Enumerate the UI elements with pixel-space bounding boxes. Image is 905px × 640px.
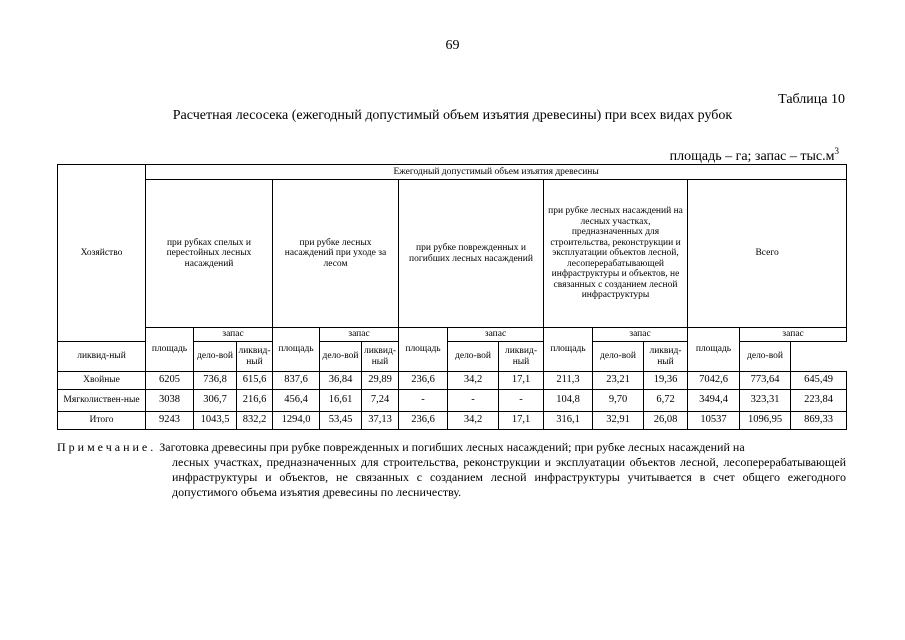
note-text-rest: лесных участках, предназначенных для строительства, реконструкции и эксплуатации объектов лесной, лесоперерабатывающей инфраструктуры и объектов, не связанных с созданием лесной инфраструктуры учитывается в счет общего ежегодного допустимого объема изъятия древесины по лесничеству. (172, 455, 846, 499)
table-cell: 1043,5 (194, 412, 237, 430)
table-number: Таблица 10 (778, 92, 845, 107)
note-label: Примечание. (57, 440, 157, 454)
table-cell: 17,1 (499, 372, 544, 390)
table-cell: 104,8 (544, 390, 593, 412)
row-name: Хвойные (58, 372, 146, 390)
sub-liquid: ликвид-ный (499, 342, 544, 372)
table-cell: 6205 (146, 372, 194, 390)
row-total (58, 412, 847, 430)
table-title: Расчетная лесосека (ежегодный допустимый объем изъятия древесины) при всех видах рубок (172, 108, 733, 123)
table-cell: 1294,0 (273, 412, 320, 430)
table-cell: - (499, 390, 544, 412)
sub-business: дело-вой (194, 342, 237, 372)
page-number: 69 (445, 38, 460, 53)
table-cell: - (399, 390, 448, 412)
table-cell: 23,21 (593, 372, 644, 390)
table-cell: 736,8 (194, 372, 237, 390)
table-cell: 323,31 (740, 390, 791, 412)
group-header-mature: при рубках спелых и перестойных лесных насаждений (146, 180, 273, 328)
table-cell: 306,7 (194, 390, 237, 412)
sub-stock: запас (593, 328, 688, 342)
table-cell: 9243 (146, 412, 194, 430)
table-cell: 9,70 (593, 390, 644, 412)
table-cell: 869,33 (791, 412, 847, 430)
table-cell: 6,72 (644, 390, 688, 412)
table-cell: 10537 (688, 412, 740, 430)
sub-business: дело-вой (593, 342, 644, 372)
allowable-cut-table (57, 164, 847, 430)
group-header-total: Всего (688, 180, 847, 328)
table-cell: 773,64 (740, 372, 791, 390)
table-cell: 211,3 (544, 372, 593, 390)
sub-stock: запас (194, 328, 273, 342)
table-cell: 837,6 (273, 372, 320, 390)
table-cell: 34,2 (448, 412, 499, 430)
group-header: Ежегодный допустимый объем изъятия древесины (146, 165, 847, 180)
group-header-thinning: при рубке лесных насаждений при уходе за лесом (273, 180, 399, 328)
col-farm-header: Хозяйство (58, 165, 146, 342)
table-cell: 32,91 (593, 412, 644, 430)
sub-area: площадь (273, 328, 320, 372)
table-cell: 17,1 (499, 412, 544, 430)
sub-liquid: ликвид-ный (58, 342, 146, 372)
note-text-first: Заготовка древесины при рубке поврежденных и погибших лесных насаждений; при рубке лесных насаждений на (159, 440, 745, 454)
table-cell: 615,6 (237, 372, 273, 390)
note (57, 440, 846, 500)
group-header-damaged: при рубке поврежденных и погибших лесных насаждений (399, 180, 544, 328)
sub-liquid: ликвид-ный (644, 342, 688, 372)
units-label: площадь – га; запас – $тыс.м^3$ (669, 146, 839, 164)
row-softwood (58, 390, 847, 412)
table-cell: - (448, 390, 499, 412)
sub-stock: запас (740, 328, 847, 342)
table-cell: 1096,95 (740, 412, 791, 430)
table-cell: 36,84 (320, 372, 362, 390)
table-cell: 216,6 (237, 390, 273, 412)
sub-area: площадь (399, 328, 448, 372)
sub-business: дело-вой (448, 342, 499, 372)
sub-area: площадь (146, 328, 194, 372)
row-name: Итого (58, 412, 146, 430)
table-cell: 53,45 (320, 412, 362, 430)
table-cell: 223,84 (791, 390, 847, 412)
sub-liquid: ликвид-ный (362, 342, 399, 372)
sub-area: площадь (544, 328, 593, 372)
sub-area: площадь (688, 328, 740, 372)
table-cell: 832,2 (237, 412, 273, 430)
table-cell: 645,49 (791, 372, 847, 390)
table-cell: 316,1 (544, 412, 593, 430)
row-name: Мягколиствен-ные (58, 390, 146, 412)
sub-liquid: ликвид-ный (237, 342, 273, 372)
table-cell: 16,61 (320, 390, 362, 412)
sub-business: дело-вой (320, 342, 362, 372)
table-body (58, 372, 847, 430)
table-cell: 7042,6 (688, 372, 740, 390)
table-cell: 7,24 (362, 390, 399, 412)
table-cell: 19,36 (644, 372, 688, 390)
sub-stock: запас (448, 328, 544, 342)
row-conifers (58, 372, 847, 390)
table-cell: 29,89 (362, 372, 399, 390)
table-cell: 26,08 (644, 412, 688, 430)
table-cell: 3038 (146, 390, 194, 412)
sub-business: дело-вой (740, 342, 791, 372)
sub-stock: запас (320, 328, 399, 342)
table-cell: 456,4 (273, 390, 320, 412)
group-header-infrastructure: при рубке лесных насаждений на лесных участках, предназначенных для строительства, реконструкции и эксплуатации объектов лесной, лесоперерабатывающей инфраструктуры и объектов, не связанных с созданием лесной инфраструктуры (544, 180, 688, 328)
table-cell: 236,6 (399, 372, 448, 390)
table-cell: 3494,4 (688, 390, 740, 412)
table-cell: 236,6 (399, 412, 448, 430)
table-cell: 34,2 (448, 372, 499, 390)
table-cell: 37,13 (362, 412, 399, 430)
